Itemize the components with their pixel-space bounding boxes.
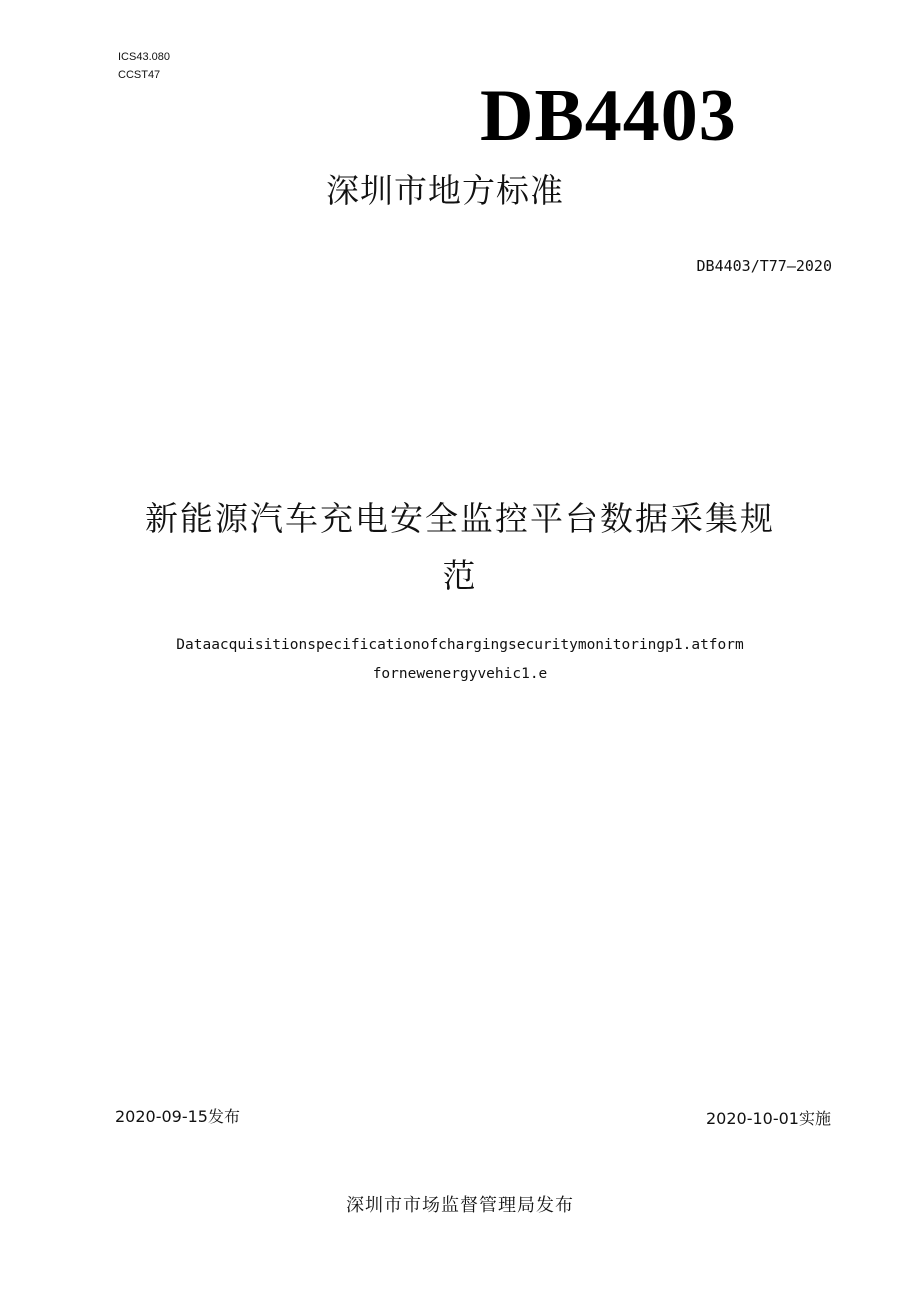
chinese-title-line-2: 范 xyxy=(442,556,478,595)
issue-date: 2020-09-15发布 xyxy=(115,1107,240,1126)
ccs-code: CCST47 xyxy=(118,69,161,81)
english-title-line-1: Dataacquisitionspecificationofchargingsecuritymonitoringp1.atform xyxy=(176,637,744,653)
chinese-title-line-1: 新能源汽车充电安全监控平台数据采集规 xyxy=(145,499,775,538)
standard-logo: DB4403 xyxy=(480,75,737,157)
ics-code: ICS43.080 xyxy=(118,51,170,63)
standard-category: 深圳市地方标准 xyxy=(326,171,564,210)
implementation-date: 2020-10-01实施 xyxy=(706,1109,831,1128)
publisher: 深圳市市场监督管理局发布 xyxy=(346,1195,574,1216)
standard-number: DB4403/T77—2020 xyxy=(696,257,832,275)
english-title-line-2: fornewenergyvehic1.e xyxy=(372,666,548,682)
